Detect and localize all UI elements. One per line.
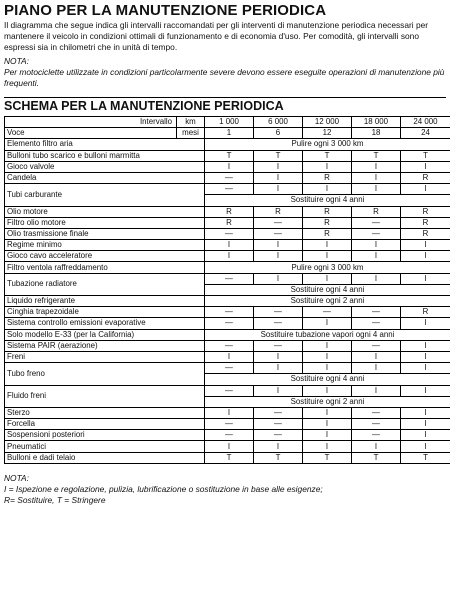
table-row: [5, 419, 450, 430]
item-label: Sterzo: [5, 407, 205, 418]
schedule-cell: —: [205, 363, 254, 374]
table-row: [5, 184, 450, 195]
schedule-cell: I: [401, 363, 450, 374]
span-instruction: Sostituire tubazione vapori ogni 4 anni: [205, 329, 450, 340]
item-label: Sistema controllo emissioni evaporative: [5, 318, 205, 329]
schedule-cell: I: [303, 441, 352, 452]
item-label: Liquido refrigerante: [5, 296, 205, 307]
item-label: Cinghia trapezoidale: [5, 307, 205, 318]
schedule-cell: R: [352, 206, 401, 217]
footer-legend-line-2: R= Sostituire, T = Stringere: [4, 494, 106, 505]
maintenance-schedule-table: [4, 116, 450, 464]
table-row: [5, 452, 450, 463]
schedule-cell: R: [303, 172, 352, 183]
schedule-cell: I: [303, 240, 352, 251]
item-label: Tubi carburante: [5, 184, 205, 206]
km-header-cell: 24 000: [401, 117, 450, 128]
page-title: PIANO PER LA MANUTENZIONE PERIODICA: [4, 2, 327, 19]
intro-paragraph: Il diagramma che segue indica gli intervalli raccomandati per gli interventi di manutenzione periodica necessari per mantenere il veicolo in condizioni ottimali di funzionamento e di economia d'uso. Per comodità, gli intervalli sono espressi sia in chilometri che in unità di tempo.: [4, 20, 429, 52]
schedule-cell: I: [401, 340, 450, 351]
table-row: [5, 318, 450, 329]
item-label: Elemento filtro aria: [5, 139, 205, 150]
schedule-cell: I: [254, 172, 303, 183]
schedule-cell: R: [401, 217, 450, 228]
item-label: Olio motore: [5, 206, 205, 217]
table-row: [5, 273, 450, 284]
schedule-cell: I: [303, 430, 352, 441]
table-row: [5, 340, 450, 351]
schedule-cell: I: [303, 273, 352, 284]
table-row: [5, 351, 450, 362]
table-row: [5, 251, 450, 262]
schedule-cell: I: [303, 419, 352, 430]
schedule-cell: I: [401, 240, 450, 251]
km-header-cell: 1 000: [205, 117, 254, 128]
item-label: Gioco valvole: [5, 161, 205, 172]
months-header-cell: 18: [352, 128, 401, 139]
schedule-cell: T: [303, 150, 352, 161]
schedule-cell: I: [352, 385, 401, 396]
schedule-cell: I: [352, 273, 401, 284]
table-row: [5, 329, 450, 340]
table-row: [5, 296, 450, 307]
item-label: Freni: [5, 351, 205, 362]
span-instruction: Sostituire ogni 4 anni: [205, 195, 450, 206]
item-label: Tubo freno: [5, 363, 205, 385]
schedule-cell: I: [303, 385, 352, 396]
schedule-cell: —: [205, 307, 254, 318]
schedule-cell: —: [254, 430, 303, 441]
schedule-cell: —: [205, 419, 254, 430]
schedule-cell: I: [254, 351, 303, 362]
note-text: Per motociclette utilizzate in condizioni particolarmente severe devono essere eseguite operazioni di manutenzione più frequenti.: [4, 67, 445, 88]
header-row-months: [5, 128, 450, 139]
schedule-cell: R: [303, 217, 352, 228]
item-label: Candela: [5, 172, 205, 183]
schedule-cell: I: [205, 251, 254, 262]
table-row: [5, 206, 450, 217]
schedule-cell: —: [254, 217, 303, 228]
table-row: [5, 240, 450, 251]
schedule-cell: I: [303, 363, 352, 374]
schedule-cell: —: [254, 340, 303, 351]
schedule-cell: I: [401, 273, 450, 284]
schedule-cell: —: [254, 419, 303, 430]
months-label: mesi: [177, 128, 205, 139]
schedule-cell: I: [303, 340, 352, 351]
schedule-cell: I: [254, 441, 303, 452]
schedule-cell: T: [254, 452, 303, 463]
km-header-cell: 12 000: [303, 117, 352, 128]
schedule-cell: I: [352, 172, 401, 183]
footer-legend-line-1: I = Ispezione e regolazione, pulizia, lubrificazione o sostituzione in base alle esigenze;: [4, 483, 323, 494]
table-row: [5, 441, 450, 452]
schedule-cell: R: [254, 206, 303, 217]
schedule-cell: I: [254, 240, 303, 251]
schedule-cell: R: [401, 228, 450, 239]
schedule-cell: R: [303, 206, 352, 217]
schedule-cell: I: [254, 161, 303, 172]
km-label: km: [177, 117, 205, 128]
item-label: Pneumatici: [5, 441, 205, 452]
table-row: [5, 262, 450, 273]
item-label: Regime minimo: [5, 240, 205, 251]
note-label: NOTA:: [4, 56, 29, 66]
schedule-cell: T: [352, 150, 401, 161]
table-row: [5, 172, 450, 183]
table-row: [5, 363, 450, 374]
interval-label: Intervallo: [5, 117, 177, 128]
schedule-cell: —: [254, 407, 303, 418]
schedule-cell: —: [205, 430, 254, 441]
schema-title: SCHEMA PER LA MANUTENZIONE PERIODICA: [4, 99, 284, 113]
schedule-cell: I: [401, 351, 450, 362]
item-label: Olio trasmissione finale: [5, 228, 205, 239]
item-label: Gioco cavo acceleratore: [5, 251, 205, 262]
span-instruction: Pulire ogni 3 000 km: [205, 139, 450, 150]
schedule-cell: T: [401, 452, 450, 463]
schedule-cell: I: [205, 351, 254, 362]
months-header-cell: 12: [303, 128, 352, 139]
months-header-cell: 24: [401, 128, 450, 139]
schedule-cell: I: [401, 430, 450, 441]
table-row: [5, 307, 450, 318]
span-instruction: Sostituire ogni 2 anni: [205, 296, 450, 307]
schedule-cell: I: [352, 184, 401, 195]
schedule-cell: —: [205, 318, 254, 329]
table-row: [5, 385, 450, 396]
schedule-cell: —: [352, 217, 401, 228]
schedule-cell: —: [254, 318, 303, 329]
schedule-cell: I: [205, 441, 254, 452]
schedule-cell: R: [303, 228, 352, 239]
schedule-cell: —: [254, 307, 303, 318]
schedule-cell: R: [401, 206, 450, 217]
schedule-cell: I: [401, 419, 450, 430]
item-label: Tubazione radiatore: [5, 273, 205, 295]
table-row: [5, 150, 450, 161]
schedule-cell: I: [303, 407, 352, 418]
table-row: [5, 217, 450, 228]
schedule-cell: I: [303, 318, 352, 329]
table-row: [5, 430, 450, 441]
schedule-cell: —: [205, 228, 254, 239]
months-header-cell: 1: [205, 128, 254, 139]
item-label: Forcella: [5, 419, 205, 430]
schedule-cell: I: [254, 273, 303, 284]
schedule-cell: I: [205, 240, 254, 251]
schedule-cell: —: [352, 419, 401, 430]
schedule-cell: I: [401, 251, 450, 262]
schedule-cell: R: [205, 217, 254, 228]
span-instruction: Sostituire ogni 2 anni: [205, 396, 450, 407]
schedule-cell: I: [401, 318, 450, 329]
schedule-cell: I: [352, 251, 401, 262]
schedule-cell: I: [352, 240, 401, 251]
schedule-cell: —: [205, 273, 254, 284]
schedule-cell: T: [205, 150, 254, 161]
km-header-cell: 6 000: [254, 117, 303, 128]
item-label: Solo modello E-33 (per la California): [5, 329, 205, 340]
schedule-cell: T: [352, 452, 401, 463]
schedule-cell: I: [352, 441, 401, 452]
schedule-cell: I: [401, 441, 450, 452]
schedule-cell: I: [303, 184, 352, 195]
schedule-cell: R: [401, 307, 450, 318]
schedule-cell: —: [352, 430, 401, 441]
schedule-cell: —: [205, 385, 254, 396]
table-row: [5, 139, 450, 150]
schedule-cell: —: [352, 407, 401, 418]
schedule-cell: —: [254, 228, 303, 239]
schedule-cell: —: [205, 184, 254, 195]
schedule-cell: I: [352, 351, 401, 362]
item-label: Sistema PAIR (aerazione): [5, 340, 205, 351]
table-row: [5, 407, 450, 418]
km-header-cell: 18 000: [352, 117, 401, 128]
schedule-cell: R: [401, 172, 450, 183]
schedule-cell: I: [352, 363, 401, 374]
schedule-cell: I: [401, 407, 450, 418]
schedule-cell: —: [205, 172, 254, 183]
schedule-cell: R: [205, 206, 254, 217]
schedule-cell: I: [254, 184, 303, 195]
schedule-cell: T: [205, 452, 254, 463]
schedule-cell: —: [352, 228, 401, 239]
schedule-cell: T: [303, 452, 352, 463]
header-row-km: [5, 117, 450, 128]
schedule-cell: —: [352, 307, 401, 318]
schedule-cell: I: [401, 184, 450, 195]
schedule-cell: —: [352, 340, 401, 351]
schedule-cell: I: [205, 407, 254, 418]
schedule-cell: I: [303, 351, 352, 362]
footer-note-label: NOTA:: [4, 472, 29, 483]
item-label: Filtro ventola raffreddamento: [5, 262, 205, 273]
schedule-cell: T: [254, 150, 303, 161]
schedule-cell: —: [205, 340, 254, 351]
item-label: Sospensioni posteriori: [5, 430, 205, 441]
item-label: Bulloni tubo scarico e bulloni marmitta: [5, 150, 205, 161]
schedule-cell: —: [352, 318, 401, 329]
item-label: Bulloni e dadi telaio: [5, 452, 205, 463]
schedule-cell: I: [254, 363, 303, 374]
schedule-cell: —: [303, 307, 352, 318]
schedule-cell: I: [401, 161, 450, 172]
item-label: Filtro olio motore: [5, 217, 205, 228]
span-instruction: Sostituire ogni 4 anni: [205, 284, 450, 295]
schedule-cell: I: [303, 161, 352, 172]
schedule-cell: I: [205, 161, 254, 172]
table-row: [5, 228, 450, 239]
schedule-cell: T: [401, 150, 450, 161]
section-divider: [4, 97, 446, 98]
schedule-cell: I: [303, 251, 352, 262]
months-header-cell: 6: [254, 128, 303, 139]
item-label: Fluido freni: [5, 385, 205, 407]
schedule-cell: I: [254, 251, 303, 262]
schedule-cell: I: [352, 161, 401, 172]
span-instruction: Pulire ogni 3 000 km: [205, 262, 450, 273]
schedule-cell: I: [254, 385, 303, 396]
schedule-cell: I: [401, 385, 450, 396]
span-instruction: Sostituire ogni 4 anni: [205, 374, 450, 385]
voce-label: Voce: [5, 128, 177, 139]
table-row: [5, 161, 450, 172]
